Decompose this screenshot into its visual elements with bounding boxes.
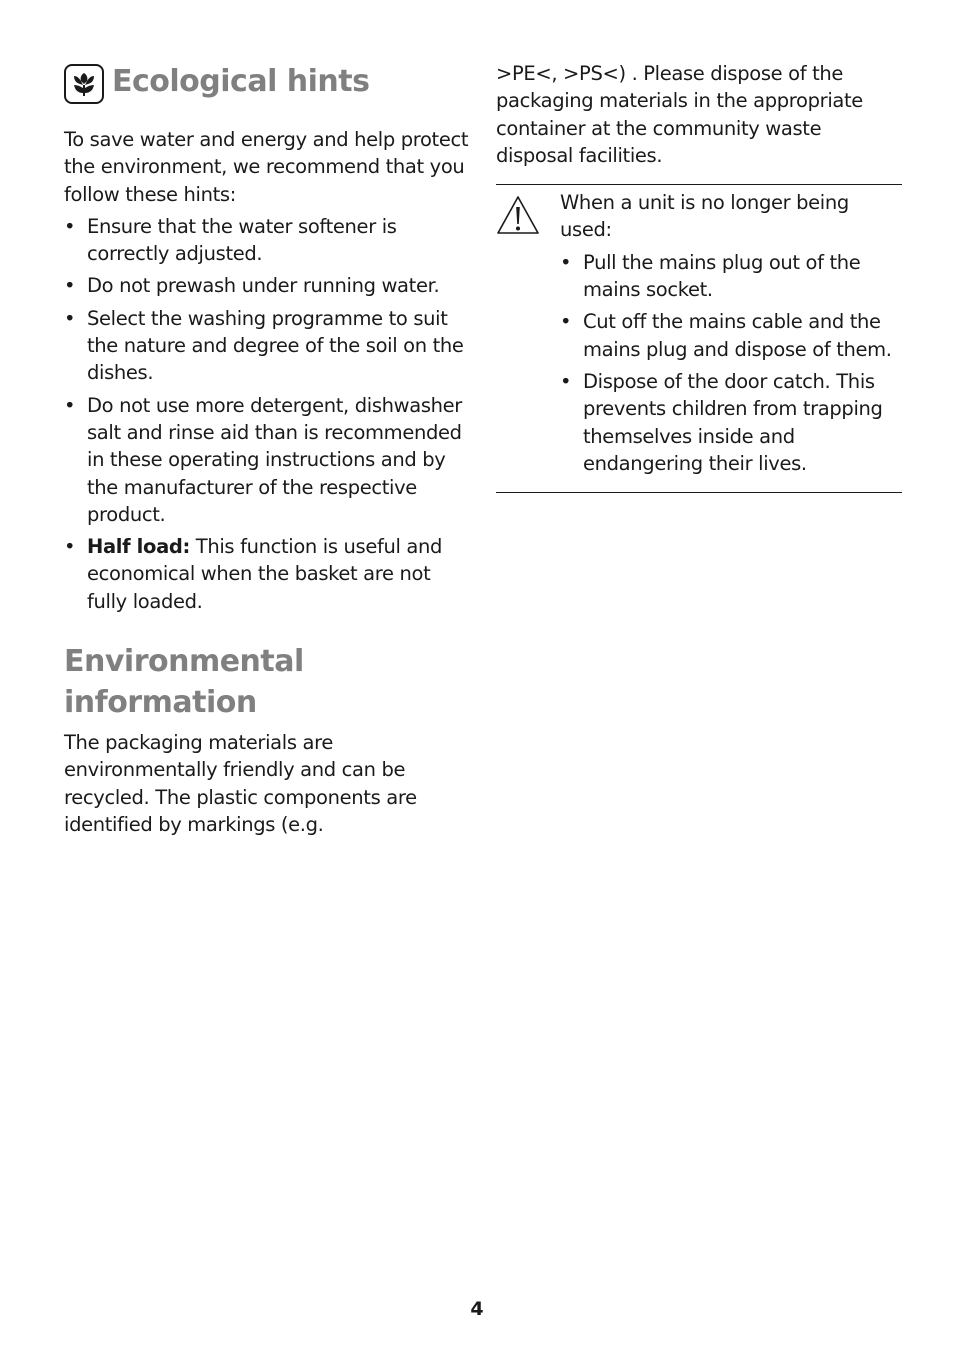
environmental-text-part2: >PE<, >PS<) . Please dispose of the packaging materials in the appropriate container at the community waste disposal facilities. <box>496 62 863 167</box>
list-item: • Select the washing programme to suit the nature and degree of the soil on the dishes. <box>64 305 474 387</box>
list-item: • Cut off the mains cable and the mains plug and dispose of them. <box>560 308 902 363</box>
list-item: • Ensure that the water softener is correctly adjusted. <box>64 213 474 268</box>
list-item: • Do not use more detergent, dishwasher salt and rinse aid than is recommended in these operating instructions and by the manufacturer of the respective product. <box>64 392 474 528</box>
ecological-title: Ecological hints <box>112 64 370 99</box>
list-item-half-load <box>64 533 474 615</box>
half-load-text: This function is useful and economical when the basket are not fully loaded. <box>87 535 443 613</box>
environmental-title-line2: information <box>64 685 257 721</box>
right-column <box>496 60 902 493</box>
half-load-label: Half load: <box>87 535 190 559</box>
left-column <box>64 60 474 838</box>
warning-list <box>560 249 902 477</box>
ecological-list <box>64 213 474 615</box>
warning-icon-container <box>496 189 560 482</box>
environmental-title-line1: Environmental <box>64 644 304 680</box>
ecological-intro: To save water and energy and help protect the environment, we recommend that you follow these hints: <box>64 128 469 206</box>
warning-intro: When a unit is no longer being used: <box>560 191 849 242</box>
flower-icon <box>64 64 104 104</box>
list-item: • Do not prewash under running water. <box>64 272 474 299</box>
environmental-text-part1: The packaging materials are environmentally friendly and can be recycled. The plastic components are identified by markings (e.g. <box>64 731 417 836</box>
warning-box <box>496 184 902 493</box>
page-number: 4 <box>470 1298 484 1320</box>
warning-triangle-icon <box>496 195 540 235</box>
list-item: • Pull the mains plug out of the mains socket. <box>560 249 902 304</box>
list-item: • Dispose of the door catch. This prevents children from trapping themselves inside and endangering their lives. <box>560 368 902 477</box>
environmental-title <box>64 641 474 723</box>
warning-content <box>560 189 902 482</box>
ecological-heading-row <box>64 60 474 104</box>
